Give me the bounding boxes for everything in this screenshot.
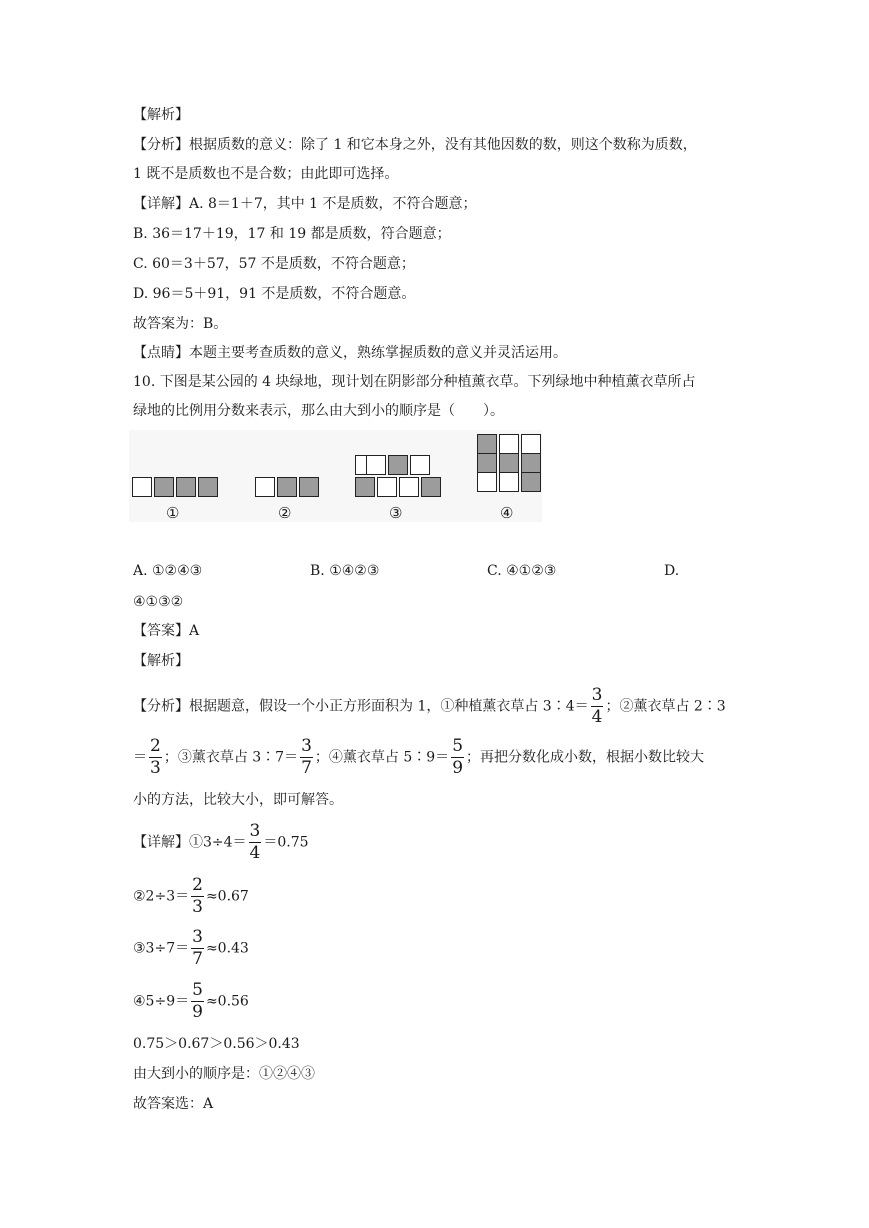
- detail-calc-4: ④5÷9＝ $\frac{5}{9}$ ≈0.56: [133, 980, 249, 1022]
- detail-line-a: 【详解】A. 8＝1＋7，其中 1 不是质数，不符合题意；: [133, 196, 477, 212]
- option-b: B. ①④②③: [310, 563, 380, 579]
- option-d: D.: [664, 563, 680, 579]
- detail-line-d: D. 96＝5＋91，91 不是质数，不符合题意。: [133, 286, 416, 302]
- plot-3-label: ③: [389, 504, 403, 522]
- detail-line-c: C. 60＝3＋57，57 不是质数，不符合题意；: [133, 256, 415, 272]
- detail-calc-3: ③3÷7＝ $\frac{3}{7}$ ≈0.43: [133, 927, 249, 969]
- key-point-line: 【点睛】本题主要考查质数的意义，熟练掌握质数的意义并灵活运用。: [133, 345, 567, 361]
- analysis-line-2: 1 既不是质数也不是合数；由此即可选择。: [133, 166, 399, 182]
- order-line: 由大到小的顺序是：①②④③: [133, 1066, 315, 1082]
- question-stem-line-1: 10. 下图是某公园的 4 块绿地，现计划在阴影部分种植薰衣草。下列绿地中种植薰衣草所占: [133, 374, 696, 390]
- plot-2-label: ②: [278, 504, 292, 522]
- q10-analysis-line-2: ＝ $\frac{2}{3}$ ；③薰衣草占 3∶7＝ $\frac{3}{7}$ ；④薰衣草占 5∶9＝ $\frac{5}{9}$ ；再把分数化成小数，根据小数比较大: [133, 736, 705, 778]
- jiexi-heading: 【解析】: [133, 107, 189, 123]
- plot-3-top-row: [367, 456, 433, 475]
- final-answer-line: 故答案选：A: [133, 1096, 214, 1112]
- option-a: A. ①②④③: [133, 563, 203, 579]
- fraction-3-7: $\frac{3}{7}$: [301, 736, 312, 778]
- comparison-line: 0.75＞0.67＞0.56＞0.43: [133, 1036, 300, 1052]
- fraction-2-3: $\frac{2}{3}$: [150, 736, 161, 778]
- jiexi-heading-2: 【解析】: [133, 653, 189, 669]
- fraction-3-4: $\frac{3}{4}$: [591, 685, 603, 727]
- fraction-5-9: $\frac{5}{9}$: [452, 736, 464, 778]
- option-d-value: ④①③②: [133, 594, 184, 610]
- question-stem-line-2: 绿地的比例用分数来表示，那么由大到小的顺序是（ ）。: [133, 403, 504, 419]
- answer-line: 故答案为：B。: [133, 316, 228, 332]
- detail-calc-2: ②2÷3＝ $\frac{2}{3}$ ≈0.67: [133, 875, 249, 917]
- answer-heading: 【答案】A: [133, 623, 200, 639]
- detail-calc-1: 【详解】①3÷4＝ $\frac{3}{4}$ ＝0.75: [133, 821, 309, 863]
- plot-2-grid: [256, 478, 322, 497]
- plot-3-bottom-row: [356, 478, 444, 497]
- plot-4-grid: [478, 435, 544, 492]
- plot-1-grid: [133, 478, 221, 497]
- option-c: C. ④①②③: [487, 563, 557, 579]
- plot-1-label: ①: [166, 504, 180, 522]
- q10-analysis-line-3: 小的方法，比较大小，即可解答。: [133, 792, 343, 808]
- detail-line-b: B. 36＝17＋19，17 和 19 都是质数，符合题意；: [133, 226, 451, 242]
- q10-analysis-line-1: 【分析】根据题意，假设一个小正方形面积为 1，①种植薰衣草占 3∶4＝ $\frac{3}{4}$ ；②薰衣草占 2∶3: [133, 685, 726, 727]
- plot-4-label: ④: [500, 504, 514, 522]
- analysis-line-1: 【分析】根据质数的意义：除了 1 和它本身之外，没有其他因数的数，则这个数称为质数，: [133, 137, 697, 153]
